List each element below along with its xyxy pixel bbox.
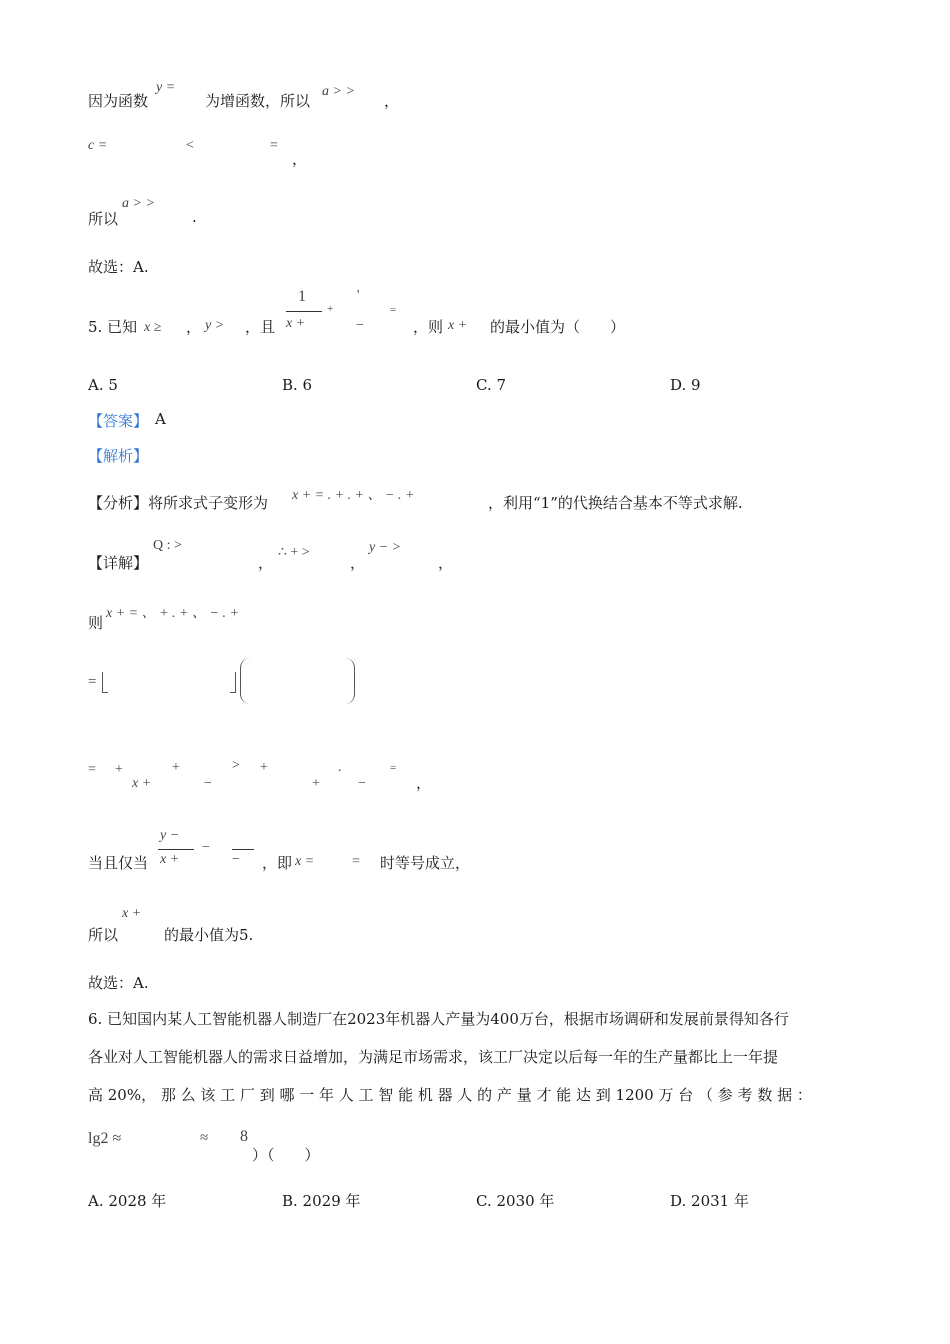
text-line: 当且仅当 (88, 854, 149, 872)
text-line: 所以 (88, 210, 119, 228)
detail-tag: 【详解】 (88, 554, 149, 572)
math-expr: ∴ + > (278, 545, 310, 560)
math-expr: − (358, 776, 366, 791)
text-line: . (192, 208, 197, 226)
text-line: 时等号成立， (380, 854, 471, 872)
text-line: ， (416, 774, 432, 792)
math-expr: = (270, 138, 278, 153)
option-d: D. 2031 年 (670, 1192, 749, 1210)
text-line: 所以 (88, 926, 119, 944)
fraction-numerator: y − (160, 828, 180, 843)
option-c: C. 2030 年 (476, 1192, 555, 1210)
math-expr: ' (357, 288, 360, 303)
math-expr: − (202, 840, 210, 855)
math-expr: = (88, 762, 96, 777)
fraction-denominator: x + (160, 852, 180, 867)
math-expr: + (115, 762, 123, 777)
math-expr: a > > (322, 84, 355, 99)
math-expr: − (204, 776, 212, 791)
text-line: 因为函数 (88, 92, 149, 110)
paren-left (240, 658, 251, 704)
text-line: ）（ ） (252, 1146, 320, 1164)
paren-right (344, 658, 355, 704)
text-line: 为增函数，所以 (205, 92, 311, 110)
text-line: ， (292, 150, 308, 168)
text-line: ， (258, 554, 274, 572)
math-expr: < (186, 138, 194, 153)
option-b: B. 6 (282, 376, 313, 394)
option-b: B. 2029 年 (282, 1192, 361, 1210)
text-line: 的最小值为5. (164, 926, 254, 944)
bracket-left (102, 672, 108, 693)
question-5-stem: 5. 已知 (88, 318, 138, 336)
option-a: A. 2028 年 (88, 1192, 167, 1210)
math-expr: 8 (240, 1128, 248, 1145)
text-line: 的最小值为（ ） (490, 318, 626, 336)
math-expr: y − > (369, 540, 402, 555)
answer-value: A (155, 410, 166, 428)
option-a: A. 5 (88, 376, 118, 394)
bracket-right (230, 672, 236, 693)
text-line: 故选：A. (88, 974, 149, 992)
fraction-bar (158, 849, 194, 850)
math-expr: y = (156, 80, 176, 95)
answer-tag: 【答案】 (88, 412, 149, 430)
math-expr: + (260, 760, 268, 775)
math-expr: lg2 ≈ (88, 1130, 122, 1147)
fraction-bar (286, 311, 322, 312)
fraction-bar (232, 849, 254, 850)
math-expr: a > > (122, 196, 155, 211)
math-expr: x + = 、 + . + 、 − . + (106, 606, 239, 621)
math-expr: − (356, 318, 364, 333)
option-d: D. 9 (670, 376, 701, 394)
analysis-line: ，利用“1”的代换结合基本不等式求解. (488, 494, 743, 512)
question-6-stem: 6. 已知国内某人工智能机器人制造厂在2023年机器人产量为400万台，根据市场调研和发展前景得知各行 (88, 1010, 789, 1028)
fraction-denominator: x + (286, 316, 306, 331)
analysis-tag: 【解析】 (88, 447, 149, 465)
text-line: ，即 (262, 854, 293, 872)
text-line: 则 (88, 614, 104, 632)
math-expr: = (390, 304, 397, 316)
text-line: 故选：A. (88, 258, 149, 276)
text-line: ，且 (245, 318, 276, 336)
math-expr: x + (122, 906, 142, 921)
math-expr: − (232, 852, 240, 867)
math-expr: + (327, 303, 334, 315)
math-expr: + (312, 776, 320, 791)
question-6-stem: 高 20%， 那 么 该 工 厂 到 哪 一 年 人 工 智 能 机 器 人 的 产 量 才 能 达 到 1200 万 台 （ 参 考 数 据 ： (88, 1086, 812, 1104)
math-expr: = (88, 674, 97, 690)
math-expr: ≈ (200, 1130, 209, 1146)
math-expr: x ≥ (144, 320, 162, 335)
math-expr: = (352, 854, 360, 869)
math-expr: x = (295, 854, 315, 869)
math-expr: . (338, 760, 342, 775)
text-line: ， (384, 92, 400, 110)
math-expr: x + (132, 776, 152, 791)
text-line: ， (438, 554, 454, 572)
analysis-line: 【分析】将所求式子变形为 (88, 494, 269, 512)
fraction-numerator: 1 (298, 288, 306, 305)
math-expr: y > (205, 318, 225, 333)
math-expr: x + = . + . + 、 − . + (292, 488, 415, 503)
math-expr: > (232, 758, 240, 773)
question-6-stem: 各业对人工智能机器人的需求日益增加，为满足市场需求，该工厂决定以后每一年的生产量都比上一年提 (88, 1048, 779, 1066)
text-line: ， (350, 554, 366, 572)
math-expr: = (390, 762, 397, 774)
math-expr: + (172, 760, 180, 775)
math-expr: x + (448, 318, 468, 333)
math-expr: c = (88, 138, 108, 153)
math-expr: Q : > (153, 538, 182, 553)
text-line: ，则 (413, 318, 444, 336)
option-c: C. 7 (476, 376, 507, 394)
text-line: ， (186, 318, 202, 336)
